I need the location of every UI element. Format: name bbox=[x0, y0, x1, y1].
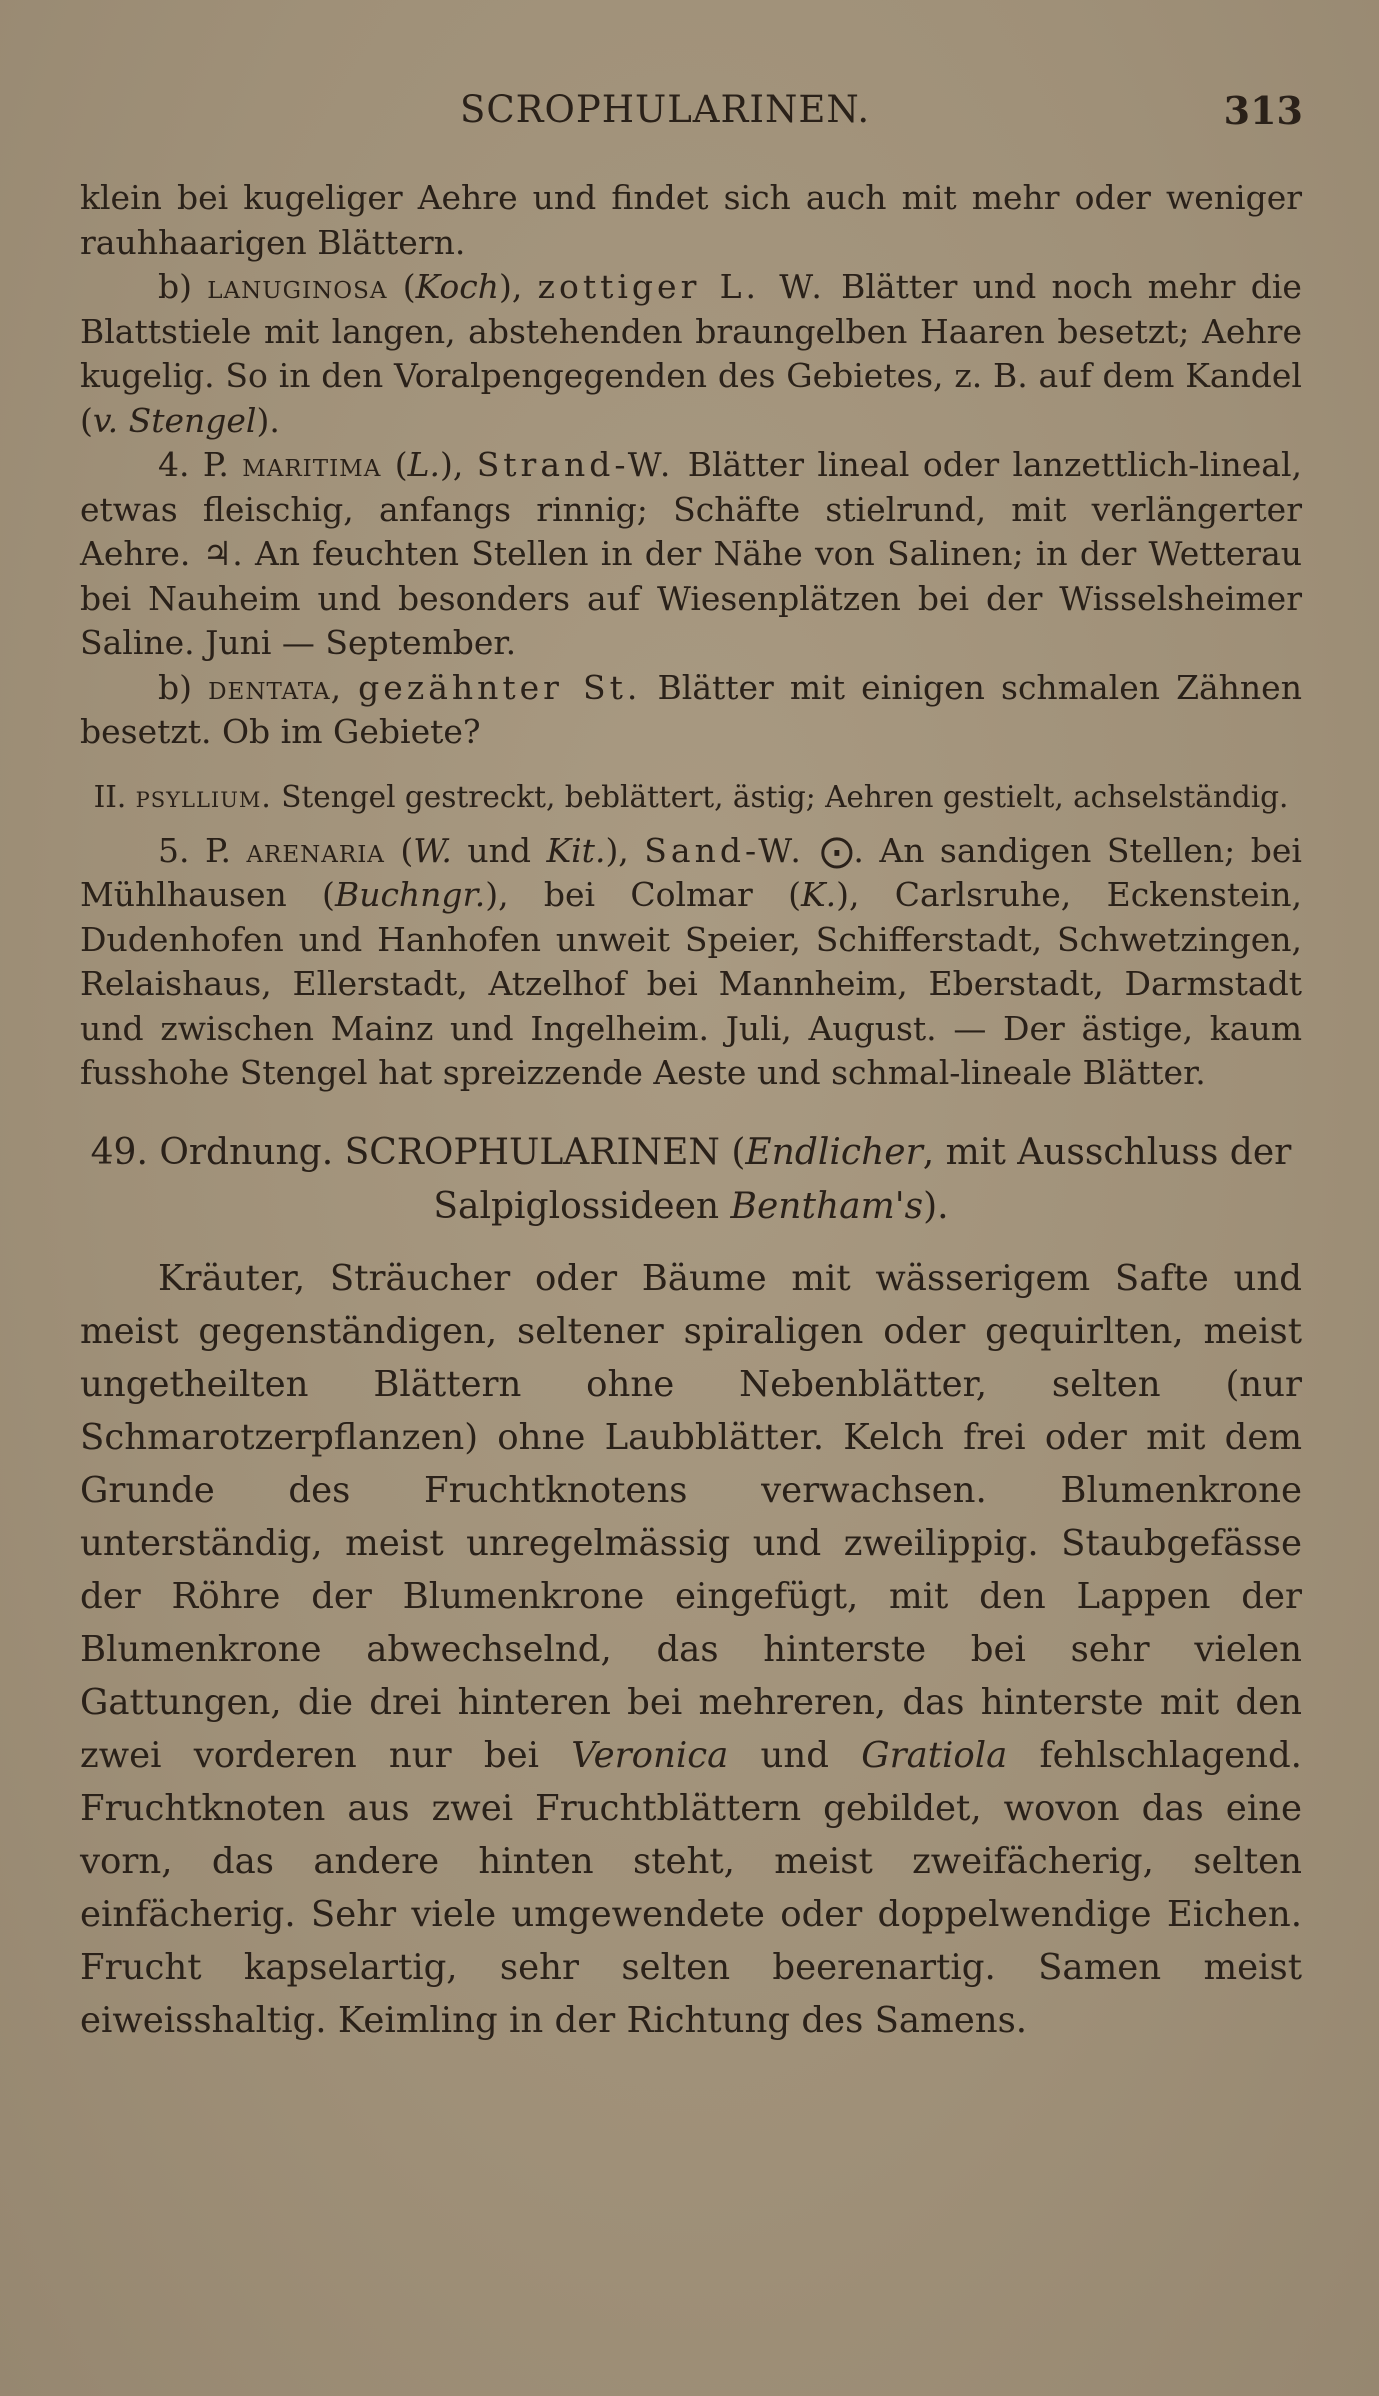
genus-name: Gratiola bbox=[861, 1734, 1008, 1776]
author: W. bbox=[413, 830, 452, 870]
author: Kit. bbox=[546, 830, 606, 870]
author: Bentham's bbox=[730, 1185, 924, 1227]
order-description: Kräuter, Sträucher oder Bäume mit wässerigem Safte und meist gegenständigen, seltener spiraligen oder gequirlten, meist ungetheilten Blättern ohne Nebenblätter, selten (nur Schmarotzerpflanzen) ohne Laubblätter. Kelch frei oder mit dem Grunde des Fruchtknotens verwachsen. Blumenkrone unterständig, meist unregelmässig und zweilippig. Staubgefässe der Röhre der Blumenkrone eingefügt, mit den Lappen der Blumenkrone abwechselnd, das hinterste bei sehr vielen Gattungen, die drei hinteren bei mehreren, das hinterste mit den zwei vorderen nur bei Veronica und Gratiola fehlschlagend. Fruchtknoten aus zwei Fruchtblättern gebildet, wovon das eine vorn, das andere hinten steht, meist zweifächerig, selten einfächerig. Sehr viele umgewendete oder doppelwendige Eichen. Frucht kapselartig, sehr selten beerenartig. Samen meist eiweisshaltig. Keimling in der Richtung des Samens. bbox=[80, 1257, 1302, 2041]
paragraph-continuation: klein bei kugeliger Aehre und findet sich auch mit mehr oder weniger rauhhaarigen Blättern. bbox=[80, 178, 1302, 262]
entry-lanuginosa: b) lanuginosa (Koch), zottiger L. W. Blätter und noch mehr die Blattstiele mit langen, abstehenden braungelben Haaren besetzt; Aehre kugelig. So in den Voralpengegenden des Gebietes, z. B. auf dem Kandel (v. Stengel). bbox=[80, 267, 1302, 440]
common-name: Strand-W. bbox=[476, 445, 675, 484]
section-name: psyllium. bbox=[135, 779, 272, 814]
species-name: arenaria bbox=[246, 830, 385, 870]
running-title: SCROPHULARINEN. bbox=[460, 88, 871, 131]
author: Buchngr. bbox=[334, 875, 486, 914]
author: Koch bbox=[415, 267, 499, 306]
order-heading: 49. Ordnung. SCROPHULARINEN (Endlicher, mit Ausschluss der Salpiglossideen Bentham's). bbox=[90, 1131, 1292, 1227]
author: L. bbox=[407, 445, 440, 484]
species-name: maritima bbox=[242, 445, 382, 484]
author: Endlicher bbox=[745, 1131, 923, 1173]
annual-symbol: ⨀. bbox=[820, 830, 864, 870]
genus-name: Veronica bbox=[571, 1734, 729, 1776]
variety-name: lanuginosa bbox=[207, 267, 388, 306]
common-name: zottiger L. W. bbox=[537, 267, 826, 306]
entry-dentata: b) dentata, gezähnter St. Blätter mit einigen schmalen Zähnen besetzt. Ob im Gebiete? bbox=[80, 667, 1302, 751]
page-body bbox=[80, 176, 1302, 2047]
reference: v. Stengel bbox=[92, 400, 257, 440]
common-name: Sand-W. bbox=[644, 830, 805, 870]
entry-arenaria: 5. P. arenaria (W. und Kit.), Sand-W. ⨀. An sandigen Stellen; bei Mühlhausen (Buchngr.), bei Colmar (K.), Carlsruhe, Eckenstein, Dudenhofen und Hanhofen unweit Speier, Schifferstadt, Schwetzingen, Relaishaus, Ellerstadt, Atzelhof bei Mannheim, Eberstadt, Darmstadt und zwischen Mainz und Ingelheim. Juli, August. — Der ästige, kaum fusshohe Stengel hat spreizzende Aeste und schmal-lineale Blätter. bbox=[80, 830, 1302, 1092]
entry-maritima: 4. P. maritima (L.), Strand-W. Blätter lineal oder lanzettlich-lineal, etwas fleischig, anfangs rinnig; Schäfte stielrund, mit verlängerter Aehre. ♃. An feuchten Stellen in der Nähe von Salinen; in der Wetterau bei Nauheim und besonders auf Wiesenplätzen bei der Wisselsheimer Saline. Juni — September. bbox=[80, 445, 1302, 662]
page-number: 313 bbox=[1223, 88, 1303, 133]
author: K. bbox=[800, 875, 837, 914]
page-header bbox=[0, 88, 1379, 148]
common-name: gezähnter St. bbox=[358, 667, 642, 707]
variety-name: dentata, bbox=[208, 667, 343, 707]
section-psyllium: II. psyllium. Stengel gestreckt, beblättert, ästig; Aehren gestielt, achselständig. bbox=[93, 779, 1289, 814]
